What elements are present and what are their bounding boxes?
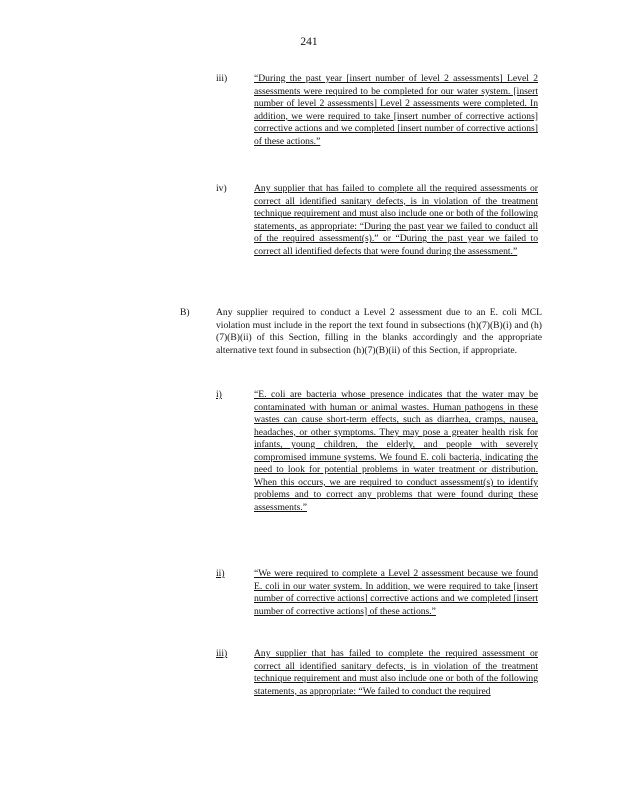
paragraph-iii: “During the past year [insert number of level 2 assessments] Level 2 assessments were required to be completed for our water system. [insert number of level 2 assessments] Level 2 assessments were completed. In addition, we were required to take [insert number of corrective actions] corrective actions and we completed [insert number of corrective actions] of these actions.” — [254, 73, 538, 147]
paragraph-b-iii — [254, 648, 538, 698]
paragraph-b-i: “E. coli are bacteria whose presence indicates that the water may be contaminated with human or animal wastes. Human pathogens in these wastes can cause short-term effects, such as diarrhea, cramps, nausea, headaches, or other symptoms. They may pose a greater health risk for infants, young children, the elderly, and people with severely compromised immune systems. We found E. coli bacteria, indicating the need to look for potential problems in water treatment or distribution. When this occurs, we are required to conduct assessment(s) to identify problems and to correct any problems that were found during these assessments.” — [254, 389, 538, 513]
list-marker: ii) — [216, 568, 225, 579]
list-marker: iv) — [216, 183, 227, 194]
section-marker: B) — [180, 307, 190, 318]
list-marker: iii) — [216, 73, 228, 84]
paragraph-b-iii-text: Any supplier that has failed to complete the required assessment or correct all identified sanitary defects, is in violation of the treatment technique requirement and must also include one or both of the following statements, as appropriate: “We failed to conduct the required — [254, 648, 538, 697]
list-marker: iii) — [216, 648, 228, 659]
page-number: 241 — [300, 36, 318, 48]
paragraph-iv: Any supplier that has failed to complete all the required assessments or correct all identified sanitary defects, is in violation of the treatment technique requirement and must also include one or both of the following statements, as appropriate: “During the past year we failed to conduct all of the required assessment(s).” or “During the past year we failed to correct all identified defects that were found during the assessment.” — [254, 183, 538, 257]
list-marker: i) — [216, 389, 222, 400]
section-b-paragraph: Any supplier required to conduct a Level 2 assessment due to an E. coli MCL violation must include in the report the text found in subsections (h)(7)(B)(i) and (h)(7)(B)(ii) of this Section, filling in the blanks accordingly and the appropriate alternative text found in subsection (h)(7)(B)(ii) of this Section, if appropriate. — [216, 307, 542, 356]
paragraph-b-ii: “We were required to complete a Level 2 assessment because we found E. coli in our water system. In addition, we were required to take [insert number of corrective actions] corrective actions and we completed [insert number of corrective actions] of these actions.” — [254, 568, 538, 617]
